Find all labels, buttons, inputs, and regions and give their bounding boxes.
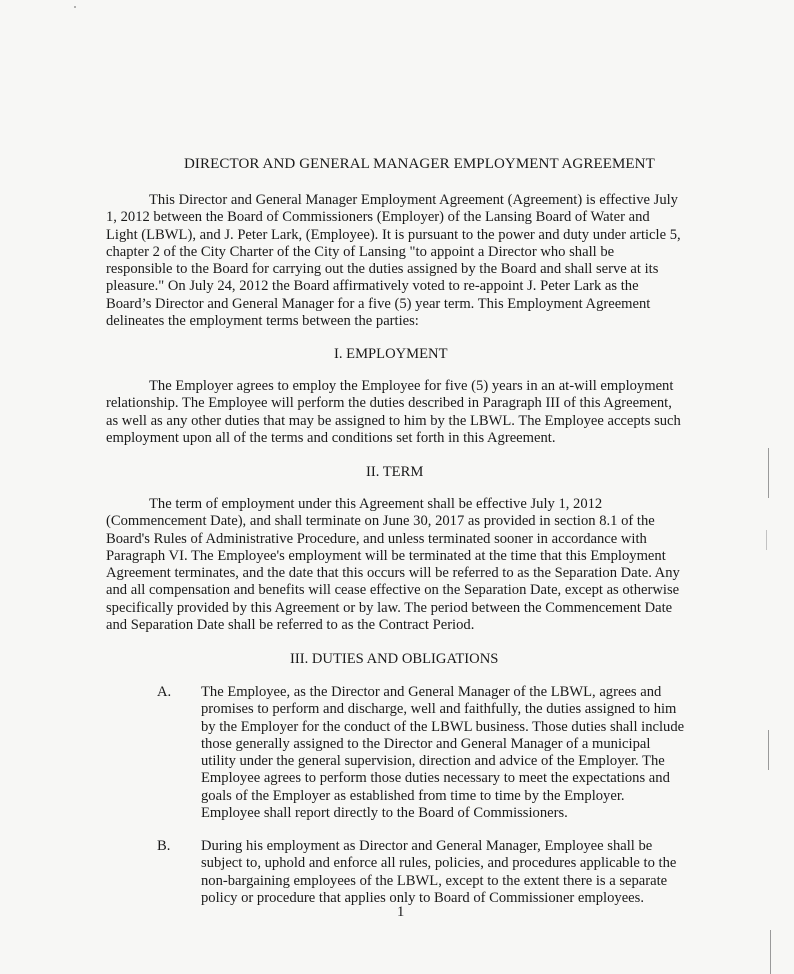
section-heading-employment: I. EMPLOYMENT (334, 346, 448, 362)
duty-item-a (157, 684, 687, 822)
scan-edge-line (770, 930, 771, 974)
scan-edge-line (768, 448, 769, 498)
item-text: During his employment as Director and General Manager, Employee shall be subject to, uphold and enforce all rules, policies, and procedures applicable to the non-bargaining employees of the LBWL, except to the extent there is a separate policy or procedure that applies only to Board of Commissioner employees. (201, 838, 677, 906)
scan-edge-line (766, 530, 767, 550)
page-number: 1 (397, 904, 405, 920)
employment-paragraph: The Employer agrees to employ the Employee for five (5) years in an at-will employment relationship. The Employee will perform the duties described in Paragraph III of this Agreement, as well as any other duties that may be assigned to him by the LBWL. The Employee accepts such employment upon all of the terms and conditions set forth in this Agreement. (106, 378, 681, 446)
document-title: DIRECTOR AND GENERAL MANAGER EMPLOYMENT AGREEMENT (184, 156, 655, 172)
section-heading-duties: III. DUTIES AND OBLIGATIONS (290, 651, 499, 667)
item-text: The Employee, as the Director and General Manager of the LBWL, agrees and promises to perform and discharge, well and faithfully, the duties assigned to him by the Employer for the conduct of the LBWL business. Those duties shall include those generally assigned to the Director and General Manager of a municipal utility under the general supervision, direction and advice of the Employer. The Employee agrees to perform those duties necessary to meet the expectations and goals of the Employer as established from time to time by the Employer. Employee shall report directly to the Board of Commissioners. (201, 684, 685, 822)
scan-edge-line (768, 730, 769, 770)
item-letter: B. (157, 838, 171, 854)
intro-paragraph: This Director and General Manager Employment Agreement (Agreement) is effective July 1, 2012 between the Board of Commissioners (Employer) of the Lansing Board of Water and Light (LBWL), and J. Peter Lark, (Employee). It is pursuant to the power and duty under article 5, chapter 2 of the City Charter of the City of Lansing "to appoint a Director who shall be responsible to the Board for carrying out the duties assigned by the Board and shall serve at its pleasure." On July 24, 2012 the Board affirmatively voted to re-appoint J. Peter Lark as the Board’s Director and General Manager for a five (5) year term. This Employment Agreement delineates the employment terms between the parties: (106, 192, 681, 330)
section-heading-term: II. TERM (366, 464, 424, 480)
duty-item-b (157, 838, 687, 907)
scan-speck (74, 6, 76, 8)
term-paragraph: The term of employment under this Agreement shall be effective July 1, 2012 (Commencement Date), and shall terminate on June 30, 2017 as provided in section 8.1 of the Board's Rules of Administrative Procedure, and unless terminated sooner in accordance with Paragraph VI. The Employee's employment will be terminated at the time that this Employment Agreement terminates, and the date that this occurs will be referred to as the Separation Date. Any and all compensation and benefits will cease effective on the Separation Date, except as otherwise specifically provided by this Agreement or by law. The period between the Commencement Date and Separation Date shall be referred to as the Contract Period. (106, 496, 680, 634)
item-letter: A. (157, 684, 172, 700)
